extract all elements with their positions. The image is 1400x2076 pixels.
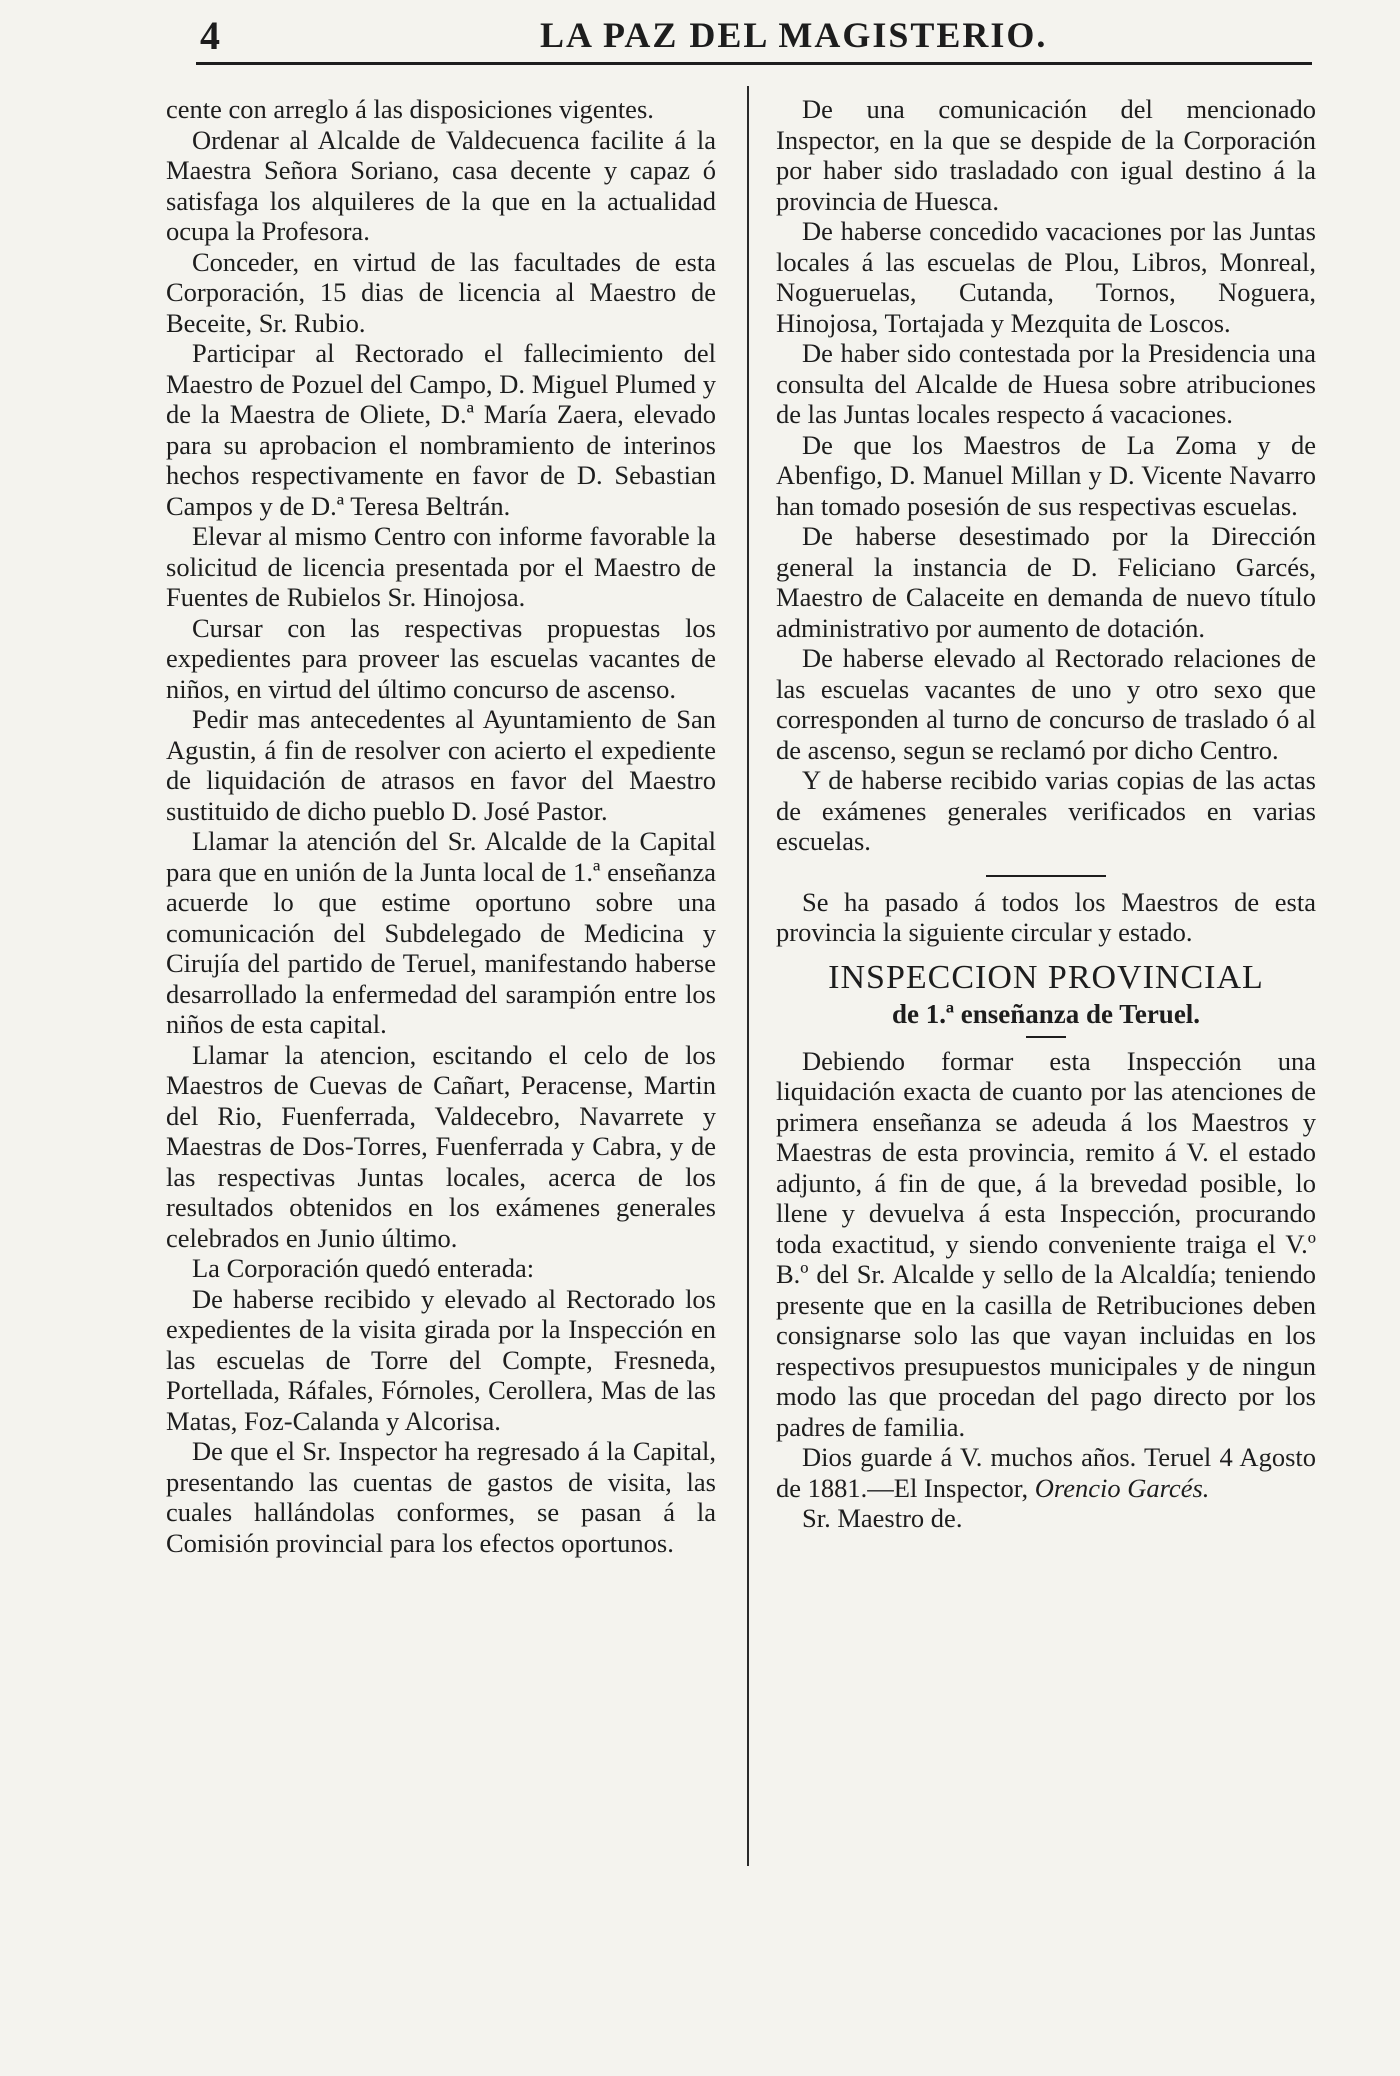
paragraph: Y de haberse recibido varias copias de las actas de exámenes generales verificados en varias escuelas. bbox=[776, 765, 1316, 856]
paragraph: Ordenar al Alcalde de Valdecuenca facilite á la Maestra Señora Soriano, casa decente y capaz ó satisfaga los alquileres de la que en la actualidad ocupa la Profesora. bbox=[166, 124, 716, 246]
paragraph: De que el Sr. Inspector ha regresado á la Capital, presentando las cuentas de gastos de visita, las cuales hallándolas conformes, se pasan á la Comisión provincial para los efectos oportunos. bbox=[166, 1436, 716, 1558]
right-column bbox=[776, 94, 1316, 1534]
paragraph: De haberse desestimado por la Dirección general la instancia de D. Feliciano Garcés, Maestro de Calaceite en demanda de nuevo título administrativo por aumento de dotación. bbox=[776, 521, 1316, 643]
paragraph: Cursar con las respectivas propuestas los expedientes para proveer las escuelas vacantes de niños, en virtud del último concurso de ascenso. bbox=[166, 612, 716, 704]
paragraph: Llamar la atención del Sr. Alcalde de la Capital para que en unión de la Junta local de 1.ª enseñanza acuerde lo que estime oportuno sobre una comunicación del Subdelegado de Medicina y Cirujía del partido de Teruel, manifestando haberse desarrollado la enfermedad del sarampión entre los niños de esta capital. bbox=[166, 826, 716, 1039]
paragraph: De haberse elevado al Rectorado relaciones de las escuelas vacantes de uno y otro sexo que corresponden al turno de concurso de traslado ó al de ascenso, segun se reclamó por dicho Centro. bbox=[776, 643, 1316, 765]
paragraph: Elevar al mismo Centro con informe favorable la solicitud de licencia presentada por el Maestro de Fuentes de Rubielos Sr. Hinojosa. bbox=[166, 521, 716, 612]
page-number: 4 bbox=[200, 13, 220, 58]
closing-text: Dios guarde á V. muchos años. Teruel 4 Agosto de 1881.—El Inspector, bbox=[776, 1442, 1316, 1503]
signature-name: Orencio Garcés. bbox=[1034, 1472, 1210, 1503]
header-rule bbox=[196, 62, 1312, 65]
running-title: LA PAZ DEL MAGISTERIO. bbox=[540, 15, 1048, 55]
section-divider bbox=[986, 875, 1106, 877]
paragraph: cente con arreglo á las disposiciones vigentes. bbox=[166, 94, 654, 124]
section-heading: INSPECCION PROVINCIAL bbox=[828, 958, 1264, 996]
circular-notice: Se ha pasado á todos los Maestros de esta provincia la siguiente circular y estado. bbox=[776, 886, 1316, 947]
section-subheading: de 1.ª enseñanza de Teruel. bbox=[891, 998, 1201, 1029]
paragraph: De haberse recibido y elevado al Rectorado los expedientes de la visita girada por la Inspección en las escuelas de Torre del Compte, Fresneda, Portellada, Ráfales, Fórnoles, Cerollera, Mas de las Matas, Foz-Calanda y Alcorisa. bbox=[166, 1283, 716, 1436]
column-divider bbox=[747, 86, 749, 1866]
paragraph: De que los Maestros de La Zoma y de Abenfigo, D. Manuel Millan y D. Vicente Navarro han tomado posesión de sus respectivas escuelas. bbox=[776, 429, 1316, 521]
addressee: Sr. Maestro de. bbox=[802, 1503, 963, 1533]
page-header bbox=[200, 12, 1320, 64]
paragraph: La Corporación quedó enterada: bbox=[192, 1253, 535, 1283]
paragraph: Pedir mas antecedentes al Ayuntamiento de San Agustin, á fin de resolver con acierto el expediente de liquidación de atrasos en favor del Maestro sustituido de dicho pueblo D. José Pastor. bbox=[166, 704, 716, 826]
paragraph: Llamar la atencion, escitando el celo de los Maestros de Cuevas de Cañart, Peracense, Martin del Rio, Fuenferrada, Valdecebro, Navarrete y Maestras de Dos-Torres, Fuenferrada y Cabra, y de las respectivas Juntas locales, acerca de los resultados obtenidos en los exámenes generales celebrados en Junio último. bbox=[166, 1039, 716, 1253]
paragraph: De una comunicación del mencionado Inspector, en la que se despide de la Corporación por haber sido trasladado con igual destino á la provincia de Huesca. bbox=[776, 94, 1316, 216]
left-column bbox=[166, 94, 716, 1558]
closing-paragraph bbox=[776, 1442, 1316, 1503]
paragraph: Participar al Rectorado el fallecimiento del Maestro de Pozuel del Campo, D. Miguel Plumed y de la Maestra de Oliete, D.ª María Zaera, elevado para su aprobacion el nombramiento de interinos hechos respectivamente en favor de D. Sebastian Campos y de D.ª Teresa Beltrán. bbox=[166, 338, 716, 521]
paragraph: De haberse concedido vacaciones por las Juntas locales á las escuelas de Plou, Libros, Monreal, Nogueruelas, Cutanda, Tornos, Noguera, Hinojosa, Tortajada y Mezquita de Loscos. bbox=[776, 216, 1316, 338]
heading-rule bbox=[1026, 1036, 1066, 1038]
paragraph: Conceder, en virtud de las facultades de esta Corporación, 15 dias de licencia al Maestro de Beceite, Sr. Rubio. bbox=[166, 246, 716, 338]
paragraph: De haber sido contestada por la Presidencia una consulta del Alcalde de Huesa sobre atribuciones de las Juntas locales respecto á vacaciones. bbox=[776, 338, 1316, 429]
circular-paragraph: Debiendo formar esta Inspección una liquidación exacta de cuanto por las atenciones de primera enseñanza se adeuda á los Maestros y Maestras de esta provincia, remito á V. el estado adjunto, á fin de que, á la brevedad posible, lo llene y devuelva á esta Inspección, procurando toda exactitud, y siendo conveniente traiga el V.º B.º del Sr. Alcalde y sello de la Alcaldía; teniendo presente que en la casilla de Retribuciones deben consignarse solo las que vayan incluidas en los respectivos presupuestos municipales y de ningun modo las que procedan del pago directo por los padres de familia. bbox=[776, 1045, 1316, 1442]
